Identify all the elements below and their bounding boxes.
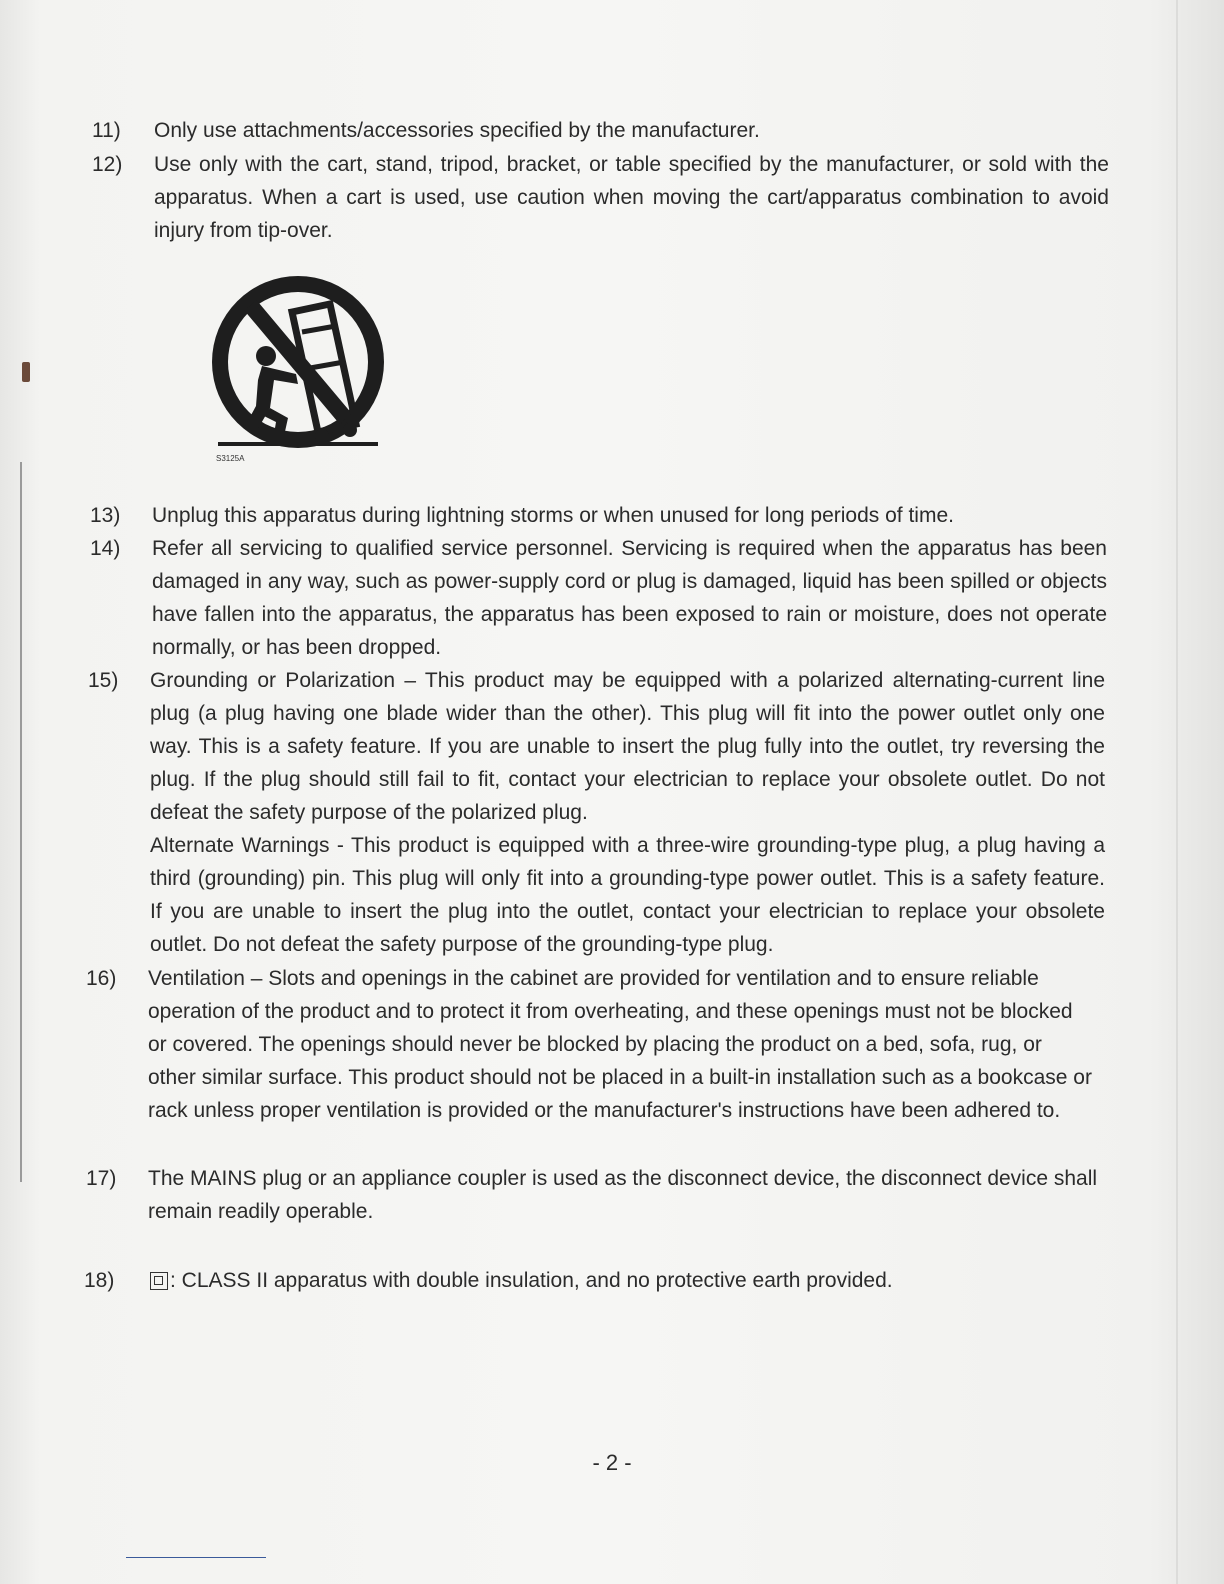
item-number: 15) bbox=[88, 669, 119, 692]
item-number: 18) bbox=[84, 1269, 115, 1292]
item-text: Ventilation – Slots and openings in the cabinet are provided for ventilation and to ensure reliable operation of the product and to protect it from overheating, and these openings must not be blocked or covered. The openings should never be blocked by placing the product on a bed, sofa, rug, or other similar surface. This product should not be placed in a built-in installation such as a bookcase or rack unless proper ventilation is provided or the manufacturer's instructions have been adhered to. bbox=[148, 967, 1092, 1122]
item-text: : CLASS II apparatus with double insulation, and no protective earth provided. bbox=[170, 1269, 893, 1292]
item-text: Only use attachments/accessories specified by the manufacturer. bbox=[154, 119, 760, 142]
scan-binding-line bbox=[20, 462, 22, 1182]
item-number: 13) bbox=[90, 504, 121, 527]
page-number: - 2 - bbox=[592, 1450, 632, 1475]
item-number: 12) bbox=[92, 153, 123, 176]
item-text-alternate-warnings: Alternate Warnings - This product is equipped with a three-wire grounding-type plug, a plug having a third (grounding) pin. This plug will only fit into a grounding-type power outlet. This is a safety feature. If you are unable to insert the plug into the outlet, contact your electrician to replace your obsolete outlet. Do not defeat the safety purpose of the grounding-type plug. bbox=[150, 834, 1105, 956]
scan-binding-mark bbox=[22, 362, 30, 382]
item-text: Grounding or Polarization – This product may be equipped with a polarized alternating-current line plug (a plug having one blade wider than the other). This plug will fit into the power outlet only one way. This is a safety feature. If you are unable to insert the plug fully into the outlet, try reversing the plug. If the plug should still fail to fit, contact your electrician to replace your obsolete outlet. Do not defeat the safety purpose of the polarized plug. bbox=[150, 669, 1105, 824]
class-ii-double-square-icon bbox=[150, 1272, 168, 1290]
cart-tip-over-warning-icon bbox=[200, 268, 400, 468]
item-number: 17) bbox=[86, 1167, 117, 1190]
item-text: The MAINS plug or an appliance coupler is used as the disconnect device, the disconnect device shall remain readily operable. bbox=[148, 1167, 1098, 1223]
item-text: Refer all servicing to qualified service personnel. Servicing is required when the apparatus has been damaged in any way, such as power-supply cord or plug is damaged, liquid has been spilled or objects have fallen into the apparatus, the apparatus has been exposed to rain or moisture, does not operate normally, or has been dropped. bbox=[152, 537, 1107, 659]
item-number: 14) bbox=[90, 537, 121, 560]
figure-code: S3125A bbox=[216, 454, 245, 463]
scan-page-edge bbox=[1176, 0, 1178, 1584]
footer-rule bbox=[126, 1557, 266, 1558]
item-text: Use only with the cart, stand, tripod, bracket, or table specified by the manufacturer, or sold with the apparatus. When a cart is used, use caution when moving the cart/apparatus combination to avoid injury from tip-over. bbox=[154, 153, 1109, 242]
item-number: 11) bbox=[92, 119, 121, 142]
item-text: Unplug this apparatus during lightning storms or when unused for long periods of time. bbox=[152, 504, 954, 527]
item-number: 16) bbox=[86, 967, 117, 990]
